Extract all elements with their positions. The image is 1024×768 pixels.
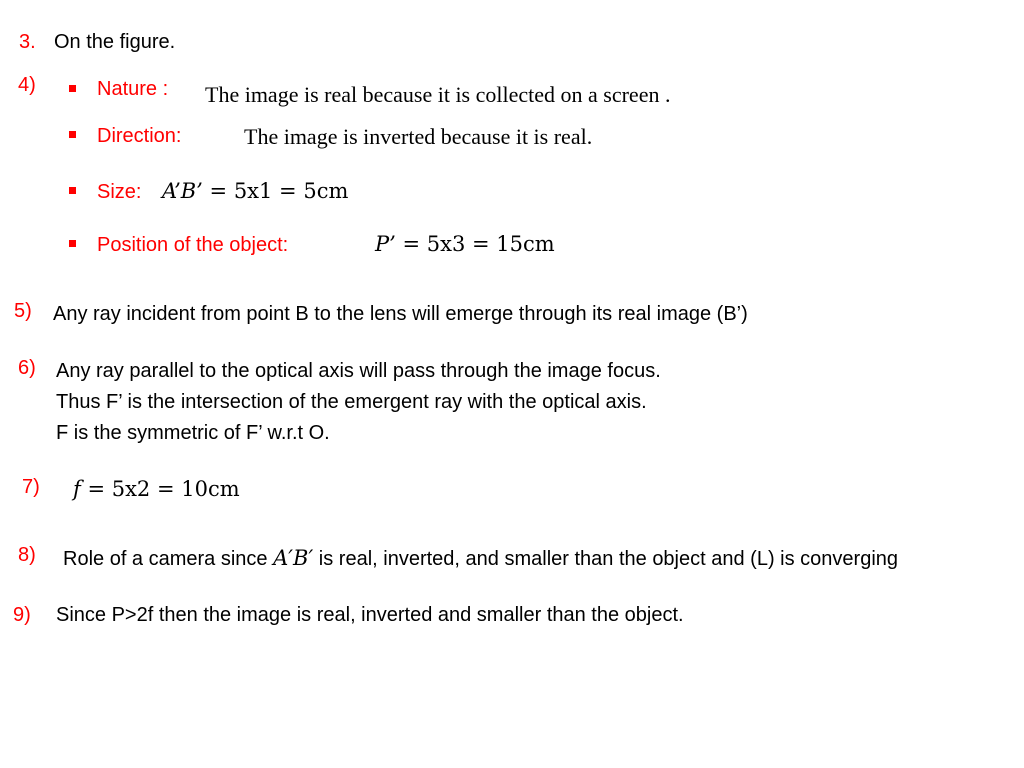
size-expression: = 5x1 = 5cm [202,179,349,203]
position-expression: = 5x3 = 15cm [395,232,555,256]
q8-text-before: Role of a camera since [63,548,274,570]
bullet-icon [69,131,76,138]
q6-line-3: F is the symmetric of F’ w.r.t O. [56,422,330,444]
size-equation [162,178,348,204]
bullet-icon [69,85,76,92]
q3-text: On the figure. [54,31,176,53]
bullet-icon [69,187,76,194]
q4-number: 4) [18,74,36,96]
q7-variable: f [73,477,81,501]
q5-number: 5) [14,300,32,322]
q3-number: 3. [19,31,36,53]
q6-number: 6) [18,357,36,379]
nature-label: Nature : [97,78,169,100]
q9-text: Since P>2f then the image is real, inverted and smaller than the object. [56,604,684,626]
direction-label: Direction: [97,125,182,147]
q6-line-1: Any ray parallel to the optical axis will pass through the image focus. [56,360,661,382]
bullet-icon [69,240,76,247]
q7-equation [73,476,240,502]
q9-number: 9) [13,604,31,626]
q8-variable: A′B′ [273,546,314,570]
q7-expression: = 5x2 = 10cm [80,477,240,501]
size-label: Size: [97,181,142,203]
size-variable: A’B’ [162,179,203,203]
q8-text-after: is real, inverted, and smaller than the object and (L) is converging [313,548,899,570]
nature-text: The image is real because it is collected on a screen . [205,82,671,107]
q5-text: Any ray incident from point B to the lens will emerge through its real image (B’) [53,303,748,325]
position-equation [375,231,555,257]
position-variable: P’ [375,232,396,256]
q6-line-2: Thus F’ is the intersection of the emergent ray with the optical axis. [56,391,647,413]
direction-text: The image is inverted because it is real. [244,124,593,149]
q8-number: 8) [18,544,36,566]
q8-text [63,546,898,571]
position-label: Position of the object: [97,234,289,256]
q7-number: 7) [22,476,40,498]
